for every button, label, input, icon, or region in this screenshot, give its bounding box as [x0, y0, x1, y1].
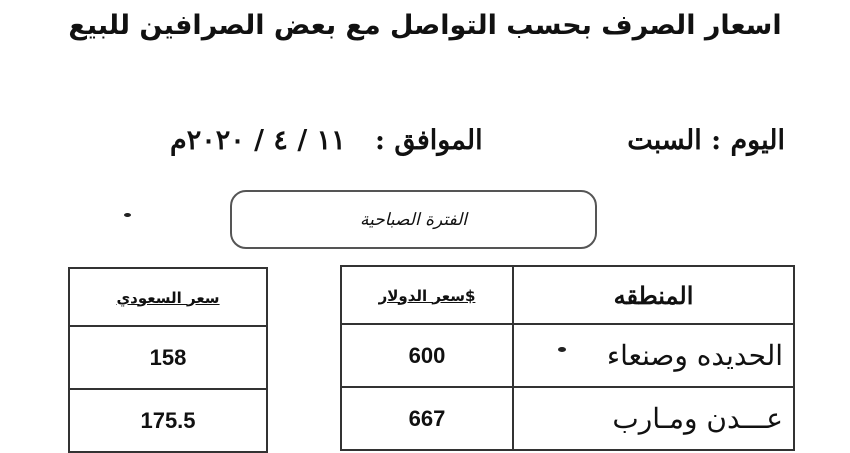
- region-name: الحديده وصنعاء: [513, 324, 794, 387]
- ink-speck: [124, 213, 131, 217]
- table-header-row: [341, 266, 794, 324]
- table-row: [341, 387, 794, 450]
- saudi-rates-table: [68, 267, 268, 453]
- saudi-header: سعر السعودي: [116, 288, 220, 307]
- page-title: اسعار الصرف بحسب التواصل مع بعض الصرافين للبيع: [68, 10, 782, 41]
- date-label: الموافق :: [375, 125, 483, 156]
- region-header-cell: [513, 266, 794, 324]
- saudi-value: 175.5: [69, 389, 267, 452]
- region-name: عـــدن ومـارب: [513, 387, 794, 450]
- table-row: [341, 324, 794, 387]
- date-line: [170, 125, 483, 156]
- period-box: [230, 190, 597, 249]
- dollar-header-cell: [341, 266, 513, 324]
- table-row: [69, 389, 267, 452]
- saudi-header-cell: [69, 268, 267, 326]
- ink-speck: [558, 347, 566, 352]
- date-value: ١١ / ٤ / ٢٠٢٠م: [170, 125, 346, 156]
- dollar-rates-table: [340, 265, 795, 451]
- table-header-row: [69, 268, 267, 326]
- period-label: الفترة الصباحية: [359, 209, 468, 230]
- saudi-value: 158: [69, 326, 267, 389]
- table-row: [69, 326, 267, 389]
- dollar-value: 667: [341, 387, 513, 450]
- dollar-value: 600: [341, 324, 513, 387]
- dollar-header: سعر الدولار$: [378, 286, 476, 305]
- region-header: المنطقه: [613, 280, 694, 310]
- day-line: اليوم : السبت: [627, 125, 785, 156]
